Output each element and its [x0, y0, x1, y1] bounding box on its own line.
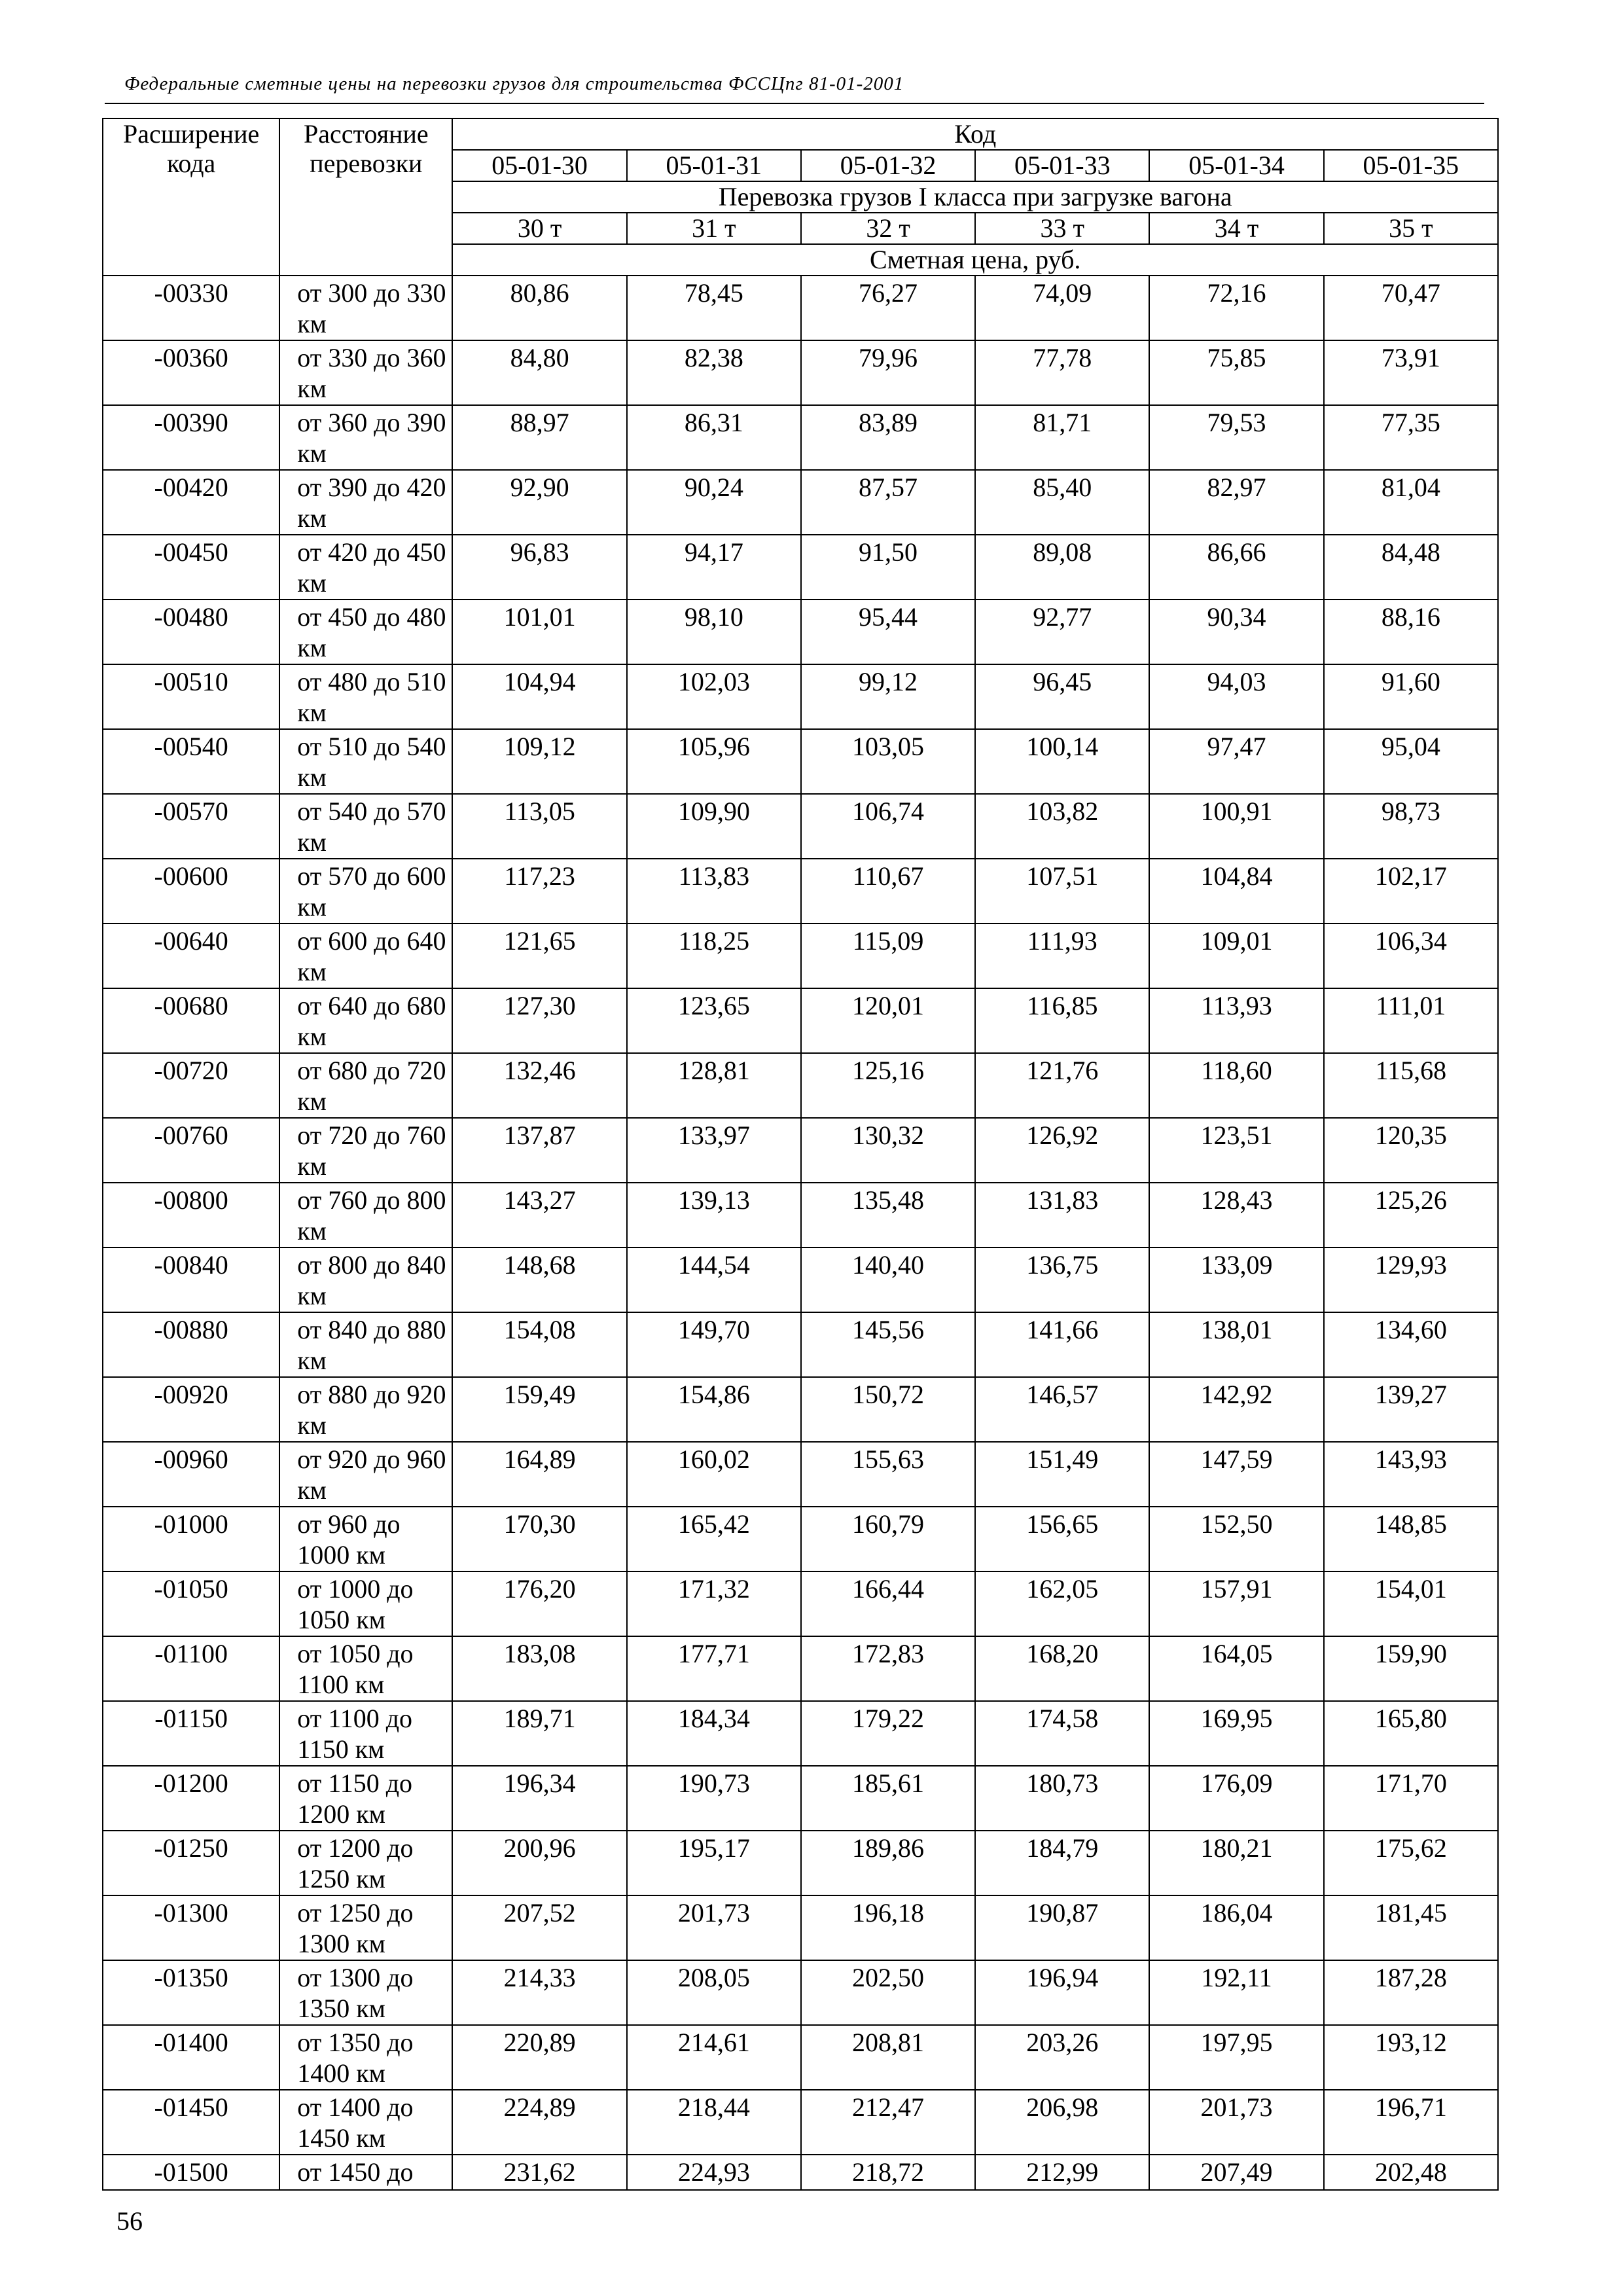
price-cell: 154,01: [1324, 1571, 1498, 1636]
price-cell: 134,60: [1324, 1312, 1498, 1377]
price-cell: 123,65: [627, 988, 801, 1053]
price-cell: 74,09: [975, 276, 1149, 340]
price-cell: 95,44: [801, 600, 975, 664]
price-cell: 164,89: [452, 1442, 626, 1507]
distance-cell: от 800 до 840 км: [279, 1247, 452, 1312]
price-cell: 201,73: [627, 1895, 801, 1960]
price-cell: 170,30: [452, 1507, 626, 1571]
price-cell: 190,73: [627, 1766, 801, 1831]
code-header: 05-01-31: [627, 150, 801, 181]
column-header-extension: Расширение кода: [103, 118, 279, 276]
price-cell: 89,08: [975, 535, 1149, 600]
price-cell: 164,05: [1149, 1636, 1323, 1701]
code-extension-cell: -01350: [103, 1960, 279, 2025]
distance-cell: от 510 до 540 км: [279, 729, 452, 794]
code-extension-cell: -01200: [103, 1766, 279, 1831]
table-row: [103, 729, 1498, 794]
price-cell: 82,38: [627, 340, 801, 405]
code-extension-cell: -00600: [103, 859, 279, 924]
distance-cell: от 760 до 800 км: [279, 1183, 452, 1247]
price-cell: 156,65: [975, 1507, 1149, 1571]
distance-cell: от 720 до 760 км: [279, 1118, 452, 1183]
distance-cell: от 680 до 720 км: [279, 1053, 452, 1118]
price-cell: 128,81: [627, 1053, 801, 1118]
price-cell: 172,83: [801, 1636, 975, 1701]
price-cell: 159,90: [1324, 1636, 1498, 1701]
price-cell: 95,04: [1324, 729, 1498, 794]
price-cell: 165,42: [627, 1507, 801, 1571]
distance-cell: от 1350 до 1400 км: [279, 2025, 452, 2090]
price-cell: 102,17: [1324, 859, 1498, 924]
page-number: 56: [116, 2206, 143, 2236]
distance-cell: от 960 до 1000 км: [279, 1507, 452, 1571]
price-cell: 86,66: [1149, 535, 1323, 600]
code-header: 05-01-30: [452, 150, 626, 181]
column-header-distance: Расстояние перевозки: [279, 118, 452, 276]
distance-cell: от 480 до 510 км: [279, 664, 452, 729]
code-extension-cell: -01400: [103, 2025, 279, 2090]
price-cell: 155,63: [801, 1442, 975, 1507]
price-cell: 76,27: [801, 276, 975, 340]
price-cell: 139,27: [1324, 1377, 1498, 1442]
distance-cell: от 1150 до 1200 км: [279, 1766, 452, 1831]
table-row: [103, 600, 1498, 664]
table-row: [103, 1636, 1498, 1701]
code-extension-cell: -00880: [103, 1312, 279, 1377]
price-cell: 113,93: [1149, 988, 1323, 1053]
table-row: [103, 276, 1498, 340]
distance-cell: от 300 до 330 км: [279, 276, 452, 340]
price-cell: 109,90: [627, 794, 801, 859]
load-title: Перевозка грузов I класса при загрузке вагона: [452, 181, 1498, 213]
distance-cell: от 1200 до 1250 км: [279, 1831, 452, 1895]
price-cell: 196,94: [975, 1960, 1149, 2025]
price-cell: 109,12: [452, 729, 626, 794]
price-cell: 176,20: [452, 1571, 626, 1636]
price-cell: 125,26: [1324, 1183, 1498, 1247]
price-cell: 97,47: [1149, 729, 1323, 794]
table-row: [103, 1507, 1498, 1571]
price-cell: 202,48: [1324, 2155, 1498, 2190]
price-cell: 171,32: [627, 1571, 801, 1636]
price-cell: 148,85: [1324, 1507, 1498, 1571]
price-cell: 200,96: [452, 1831, 626, 1895]
table-row: [103, 664, 1498, 729]
table-row: [103, 535, 1498, 600]
price-cell: 85,40: [975, 470, 1149, 535]
price-cell: 218,44: [627, 2090, 801, 2155]
price-cell: 90,34: [1149, 600, 1323, 664]
price-cell: 203,26: [975, 2025, 1149, 2090]
price-cell: 179,22: [801, 1701, 975, 1766]
price-cell: 98,10: [627, 600, 801, 664]
code-extension-cell: -00680: [103, 988, 279, 1053]
price-cell: 99,12: [801, 664, 975, 729]
price-cell: 107,51: [975, 859, 1149, 924]
price-cell: 196,18: [801, 1895, 975, 1960]
code-extension-cell: -00540: [103, 729, 279, 794]
price-cell: 133,97: [627, 1118, 801, 1183]
price-cell: 157,91: [1149, 1571, 1323, 1636]
table-row: [103, 2025, 1498, 2090]
price-cell: 190,87: [975, 1895, 1149, 1960]
table-row: [103, 2090, 1498, 2155]
price-cell: 82,97: [1149, 470, 1323, 535]
price-cell: 224,89: [452, 2090, 626, 2155]
code-header: 05-01-34: [1149, 150, 1323, 181]
price-cell: 197,95: [1149, 2025, 1323, 2090]
price-cell: 185,61: [801, 1766, 975, 1831]
code-extension-cell: -00390: [103, 405, 279, 470]
table-row: [103, 1701, 1498, 1766]
price-cell: 127,30: [452, 988, 626, 1053]
price-cell: 174,58: [975, 1701, 1149, 1766]
price-cell: 121,76: [975, 1053, 1149, 1118]
price-cell: 189,71: [452, 1701, 626, 1766]
price-cell: 123,51: [1149, 1118, 1323, 1183]
price-cell: 148,68: [452, 1247, 626, 1312]
price-cell: 79,96: [801, 340, 975, 405]
price-cell: 136,75: [975, 1247, 1149, 1312]
table-row: [103, 1247, 1498, 1312]
price-cell: 109,01: [1149, 924, 1323, 988]
price-cell: 184,34: [627, 1701, 801, 1766]
price-cell: 83,89: [801, 405, 975, 470]
price-cell: 208,05: [627, 1960, 801, 2025]
code-extension-cell: -01250: [103, 1831, 279, 1895]
table-row: [103, 470, 1498, 535]
price-cell: 117,23: [452, 859, 626, 924]
price-cell: 70,47: [1324, 276, 1498, 340]
code-extension-cell: -01000: [103, 1507, 279, 1571]
code-extension-cell: -00420: [103, 470, 279, 535]
code-extension-cell: -01300: [103, 1895, 279, 1960]
table-row: [103, 1442, 1498, 1507]
code-header: 05-01-33: [975, 150, 1149, 181]
price-cell: 131,83: [975, 1183, 1149, 1247]
price-cell: 104,84: [1149, 859, 1323, 924]
price-cell: 207,49: [1149, 2155, 1323, 2190]
price-cell: 137,87: [452, 1118, 626, 1183]
code-extension-cell: -01100: [103, 1636, 279, 1701]
price-cell: 132,46: [452, 1053, 626, 1118]
price-cell: 171,70: [1324, 1766, 1498, 1831]
price-cell: 111,01: [1324, 988, 1498, 1053]
price-cell: 92,90: [452, 470, 626, 535]
price-cell: 208,81: [801, 2025, 975, 2090]
distance-cell: от 1000 до 1050 км: [279, 1571, 452, 1636]
price-cell: 115,68: [1324, 1053, 1498, 1118]
table-row: [103, 1960, 1498, 2025]
table-row: [103, 2155, 1498, 2190]
code-extension-cell: -00570: [103, 794, 279, 859]
price-cell: 81,04: [1324, 470, 1498, 535]
price-cell: 180,73: [975, 1766, 1149, 1831]
distance-cell: от 1300 до 1350 км: [279, 1960, 452, 2025]
price-title: Сметная цена, руб.: [452, 244, 1498, 276]
price-cell: 106,74: [801, 794, 975, 859]
price-cell: 145,56: [801, 1312, 975, 1377]
price-cell: 104,94: [452, 664, 626, 729]
price-cell: 103,05: [801, 729, 975, 794]
code-extension-cell: -00510: [103, 664, 279, 729]
price-cell: 113,05: [452, 794, 626, 859]
price-cell: 186,04: [1149, 1895, 1323, 1960]
price-cell: 110,67: [801, 859, 975, 924]
distance-cell: от 880 до 920 км: [279, 1377, 452, 1442]
price-cell: 98,73: [1324, 794, 1498, 859]
distance-cell: от 1400 до 1450 км: [279, 2090, 452, 2155]
price-cell: 184,79: [975, 1831, 1149, 1895]
price-cell: 159,49: [452, 1377, 626, 1442]
price-cell: 113,83: [627, 859, 801, 924]
distance-cell: от 1050 до 1100 км: [279, 1636, 452, 1701]
price-cell: 212,99: [975, 2155, 1149, 2190]
price-cell: 100,14: [975, 729, 1149, 794]
price-cell: 187,28: [1324, 1960, 1498, 2025]
price-cell: 151,49: [975, 1442, 1149, 1507]
table-row: [103, 1571, 1498, 1636]
price-cell: 160,79: [801, 1507, 975, 1571]
column-group-code: Код: [452, 118, 1498, 150]
price-cell: 202,50: [801, 1960, 975, 2025]
price-cell: 96,45: [975, 664, 1149, 729]
price-cell: 196,34: [452, 1766, 626, 1831]
price-cell: 143,93: [1324, 1442, 1498, 1507]
price-cell: 106,34: [1324, 924, 1498, 988]
price-cell: 142,92: [1149, 1377, 1323, 1442]
distance-cell: от 1450 до: [279, 2155, 452, 2190]
table-row: [103, 405, 1498, 470]
price-cell: 212,47: [801, 2090, 975, 2155]
price-cell: 165,80: [1324, 1701, 1498, 1766]
price-cell: 160,02: [627, 1442, 801, 1507]
price-cell: 192,11: [1149, 1960, 1323, 2025]
price-cell: 181,45: [1324, 1895, 1498, 1960]
table-row: [103, 1053, 1498, 1118]
distance-cell: от 920 до 960 км: [279, 1442, 452, 1507]
table-row: [103, 794, 1498, 859]
price-cell: 102,03: [627, 664, 801, 729]
price-cell: 144,54: [627, 1247, 801, 1312]
distance-cell: от 420 до 450 км: [279, 535, 452, 600]
distance-cell: от 600 до 640 км: [279, 924, 452, 988]
load-header: 32 т: [801, 213, 975, 244]
price-cell: 73,91: [1324, 340, 1498, 405]
code-extension-cell: -00360: [103, 340, 279, 405]
price-cell: 149,70: [627, 1312, 801, 1377]
price-cell: 146,57: [975, 1377, 1149, 1442]
price-cell: 100,91: [1149, 794, 1323, 859]
price-cell: 166,44: [801, 1571, 975, 1636]
table-row: [103, 1831, 1498, 1895]
price-cell: 90,24: [627, 470, 801, 535]
price-cell: 141,66: [975, 1312, 1149, 1377]
distance-cell: от 390 до 420 км: [279, 470, 452, 535]
distance-cell: от 640 до 680 км: [279, 988, 452, 1053]
price-cell: 162,05: [975, 1571, 1149, 1636]
price-cell: 81,71: [975, 405, 1149, 470]
distance-cell: от 540 до 570 км: [279, 794, 452, 859]
code-extension-cell: -00450: [103, 535, 279, 600]
distance-cell: от 1100 до 1150 км: [279, 1701, 452, 1766]
load-header: 35 т: [1324, 213, 1498, 244]
price-cell: 88,16: [1324, 600, 1498, 664]
price-cell: 201,73: [1149, 2090, 1323, 2155]
price-cell: 152,50: [1149, 1507, 1323, 1571]
price-cell: 80,86: [452, 276, 626, 340]
price-cell: 195,17: [627, 1831, 801, 1895]
load-header: 31 т: [627, 213, 801, 244]
price-cell: 120,35: [1324, 1118, 1498, 1183]
table-body: [103, 276, 1498, 2190]
distance-cell: от 1250 до 1300 км: [279, 1895, 452, 1960]
code-header: 05-01-35: [1324, 150, 1498, 181]
code-header: 05-01-32: [801, 150, 975, 181]
code-extension-cell: -00960: [103, 1442, 279, 1507]
code-extension-cell: -00760: [103, 1118, 279, 1183]
code-extension-cell: -01500: [103, 2155, 279, 2190]
price-cell: 154,86: [627, 1377, 801, 1442]
code-extension-cell: -00480: [103, 600, 279, 664]
price-cell: 103,82: [975, 794, 1149, 859]
price-cell: 138,01: [1149, 1312, 1323, 1377]
price-cell: 84,80: [452, 340, 626, 405]
table-row: [103, 924, 1498, 988]
price-cell: 118,25: [627, 924, 801, 988]
price-cell: 231,62: [452, 2155, 626, 2190]
table-row: [103, 340, 1498, 405]
price-cell: 96,83: [452, 535, 626, 600]
distance-cell: от 570 до 600 км: [279, 859, 452, 924]
table-row: [103, 1377, 1498, 1442]
price-cell: 91,60: [1324, 664, 1498, 729]
price-cell: 88,97: [452, 405, 626, 470]
table-row: [103, 1766, 1498, 1831]
distance-cell: от 360 до 390 км: [279, 405, 452, 470]
price-cell: 139,13: [627, 1183, 801, 1247]
price-cell: 118,60: [1149, 1053, 1323, 1118]
price-cell: 177,71: [627, 1636, 801, 1701]
price-cell: 86,31: [627, 405, 801, 470]
distance-cell: от 330 до 360 км: [279, 340, 452, 405]
price-cell: 207,52: [452, 1895, 626, 1960]
code-extension-cell: -00640: [103, 924, 279, 988]
price-cell: 169,95: [1149, 1701, 1323, 1766]
table-row: [103, 1895, 1498, 1960]
price-cell: 94,03: [1149, 664, 1323, 729]
price-cell: 91,50: [801, 535, 975, 600]
price-cell: 94,17: [627, 535, 801, 600]
price-cell: 150,72: [801, 1377, 975, 1442]
price-cell: 92,77: [975, 600, 1149, 664]
code-extension-cell: -00920: [103, 1377, 279, 1442]
price-cell: 147,59: [1149, 1442, 1323, 1507]
price-cell: 126,92: [975, 1118, 1149, 1183]
price-cell: 220,89: [452, 2025, 626, 2090]
load-header: 30 т: [452, 213, 626, 244]
distance-cell: от 450 до 480 км: [279, 600, 452, 664]
price-cell: 189,86: [801, 1831, 975, 1895]
price-cell: 193,12: [1324, 2025, 1498, 2090]
price-cell: 135,48: [801, 1183, 975, 1247]
price-cell: 79,53: [1149, 405, 1323, 470]
header-rule: [105, 103, 1484, 104]
price-cell: 214,33: [452, 1960, 626, 2025]
price-cell: 125,16: [801, 1053, 975, 1118]
price-cell: 128,43: [1149, 1183, 1323, 1247]
price-cell: 84,48: [1324, 535, 1498, 600]
table-row: [103, 988, 1498, 1053]
price-cell: 72,16: [1149, 276, 1323, 340]
code-extension-cell: -00800: [103, 1183, 279, 1247]
price-cell: 168,20: [975, 1636, 1149, 1701]
table-row: [103, 1183, 1498, 1247]
code-extension-cell: -01150: [103, 1701, 279, 1766]
code-extension-cell: -00840: [103, 1247, 279, 1312]
table-row: [103, 1312, 1498, 1377]
price-cell: 116,85: [975, 988, 1149, 1053]
price-cell: 130,32: [801, 1118, 975, 1183]
price-cell: 214,61: [627, 2025, 801, 2090]
price-cell: 101,01: [452, 600, 626, 664]
table-row: [103, 1118, 1498, 1183]
price-cell: 206,98: [975, 2090, 1149, 2155]
running-header: Федеральные сметные цены на перевозки грузов для строительства ФССЦпг 81-01-2001: [124, 73, 904, 94]
price-cell: 183,08: [452, 1636, 626, 1701]
price-cell: 77,35: [1324, 405, 1498, 470]
price-cell: 133,09: [1149, 1247, 1323, 1312]
price-cell: 143,27: [452, 1183, 626, 1247]
price-cell: 121,65: [452, 924, 626, 988]
load-header: 34 т: [1149, 213, 1323, 244]
price-cell: 140,40: [801, 1247, 975, 1312]
code-extension-cell: -01450: [103, 2090, 279, 2155]
code-extension-cell: -01050: [103, 1571, 279, 1636]
price-cell: 180,21: [1149, 1831, 1323, 1895]
price-cell: 78,45: [627, 276, 801, 340]
price-cell: 105,96: [627, 729, 801, 794]
price-cell: 75,85: [1149, 340, 1323, 405]
price-cell: 87,57: [801, 470, 975, 535]
price-cell: 77,78: [975, 340, 1149, 405]
price-cell: 175,62: [1324, 1831, 1498, 1895]
price-cell: 129,93: [1324, 1247, 1498, 1312]
price-cell: 115,09: [801, 924, 975, 988]
price-cell: 154,08: [452, 1312, 626, 1377]
table-row: [103, 859, 1498, 924]
distance-cell: от 840 до 880 км: [279, 1312, 452, 1377]
price-cell: 176,09: [1149, 1766, 1323, 1831]
price-cell: 218,72: [801, 2155, 975, 2190]
code-extension-cell: -00330: [103, 276, 279, 340]
price-cell: 111,93: [975, 924, 1149, 988]
price-table: [102, 118, 1499, 2191]
load-header: 33 т: [975, 213, 1149, 244]
price-cell: 120,01: [801, 988, 975, 1053]
price-cell: 224,93: [627, 2155, 801, 2190]
price-cell: 196,71: [1324, 2090, 1498, 2155]
code-extension-cell: -00720: [103, 1053, 279, 1118]
